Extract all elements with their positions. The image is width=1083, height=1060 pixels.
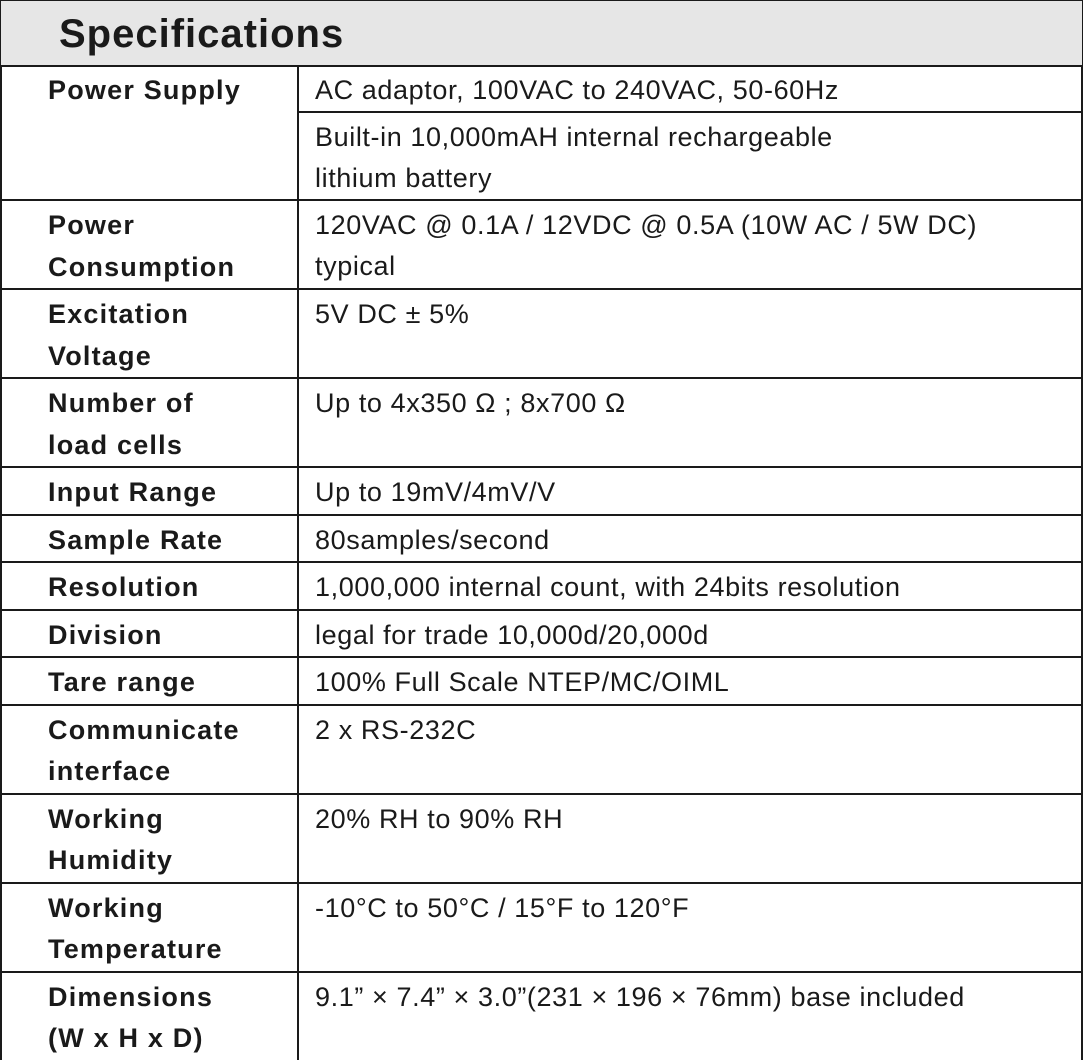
table-row (1, 200, 1082, 289)
spec-label-communicate-interface: Communicate interface (1, 705, 298, 794)
spec-value-sample-rate: 80samples/second (298, 515, 1082, 563)
spec-value-power-supply-battery: Built-in 10,000mAH internal rechargeable lithium battery (298, 112, 1082, 200)
spec-label-sample-rate: Sample Rate (1, 515, 298, 563)
specifications-header (0, 0, 1083, 67)
spec-label-working-temperature: Working Temperature (1, 883, 298, 972)
spec-label-resolution: Resolution (1, 562, 298, 610)
spec-value-communicate-interface: 2 x RS-232C (298, 705, 1082, 794)
spec-value-power-supply-adaptor: AC adaptor, 100VAC to 240VAC, 50-60Hz (298, 66, 1082, 112)
table-row (1, 467, 1082, 515)
spec-value-dimensions: 9.1” × 7.4” × 3.0”(231 × 196 × 76mm) base included (298, 972, 1082, 1060)
table-row (1, 289, 1082, 378)
spec-value-number-of-load-cells: Up to 4x350 Ω ; 8x700 Ω (298, 378, 1082, 467)
table-row (1, 66, 1082, 112)
table-row (1, 705, 1082, 794)
table-row (1, 515, 1082, 563)
spec-label-input-range: Input Range (1, 467, 298, 515)
table-row (1, 794, 1082, 883)
spec-label-excitation-voltage: Excitation Voltage (1, 289, 298, 378)
spec-value-excitation-voltage: 5V DC ± 5% (298, 289, 1082, 378)
spec-label-division: Division (1, 610, 298, 658)
spec-label-dimensions: Dimensions (W x H x D) (1, 972, 298, 1060)
spec-value-working-humidity: 20% RH to 90% RH (298, 794, 1082, 883)
spec-value-power-consumption: 120VAC @ 0.1A / 12VDC @ 0.5A (10W AC / 5W DC) typical (298, 200, 1082, 289)
spec-label-working-humidity: Working Humidity (1, 794, 298, 883)
spec-value-working-temperature: -10°C to 50°C / 15°F to 120°F (298, 883, 1082, 972)
specifications-table (0, 66, 1083, 1060)
spec-value-resolution: 1,000,000 internal count, with 24bits resolution (298, 562, 1082, 610)
table-row (1, 883, 1082, 972)
spec-label-power-supply: Power Supply (1, 66, 298, 200)
table-row (1, 657, 1082, 705)
spec-label-number-of-load-cells: Number of load cells (1, 378, 298, 467)
table-row (1, 562, 1082, 610)
spec-value-tare-range: 100% Full Scale NTEP/MC/OIML (298, 657, 1082, 705)
spec-label-tare-range: Tare range (1, 657, 298, 705)
spec-value-input-range: Up to 19mV/4mV/V (298, 467, 1082, 515)
table-row (1, 378, 1082, 467)
spec-label-power-consumption: Power Consumption (1, 200, 298, 289)
table-row (1, 972, 1082, 1060)
spec-value-division: legal for trade 10,000d/20,000d (298, 610, 1082, 658)
table-row (1, 610, 1082, 658)
page-title: Specifications (59, 12, 345, 56)
